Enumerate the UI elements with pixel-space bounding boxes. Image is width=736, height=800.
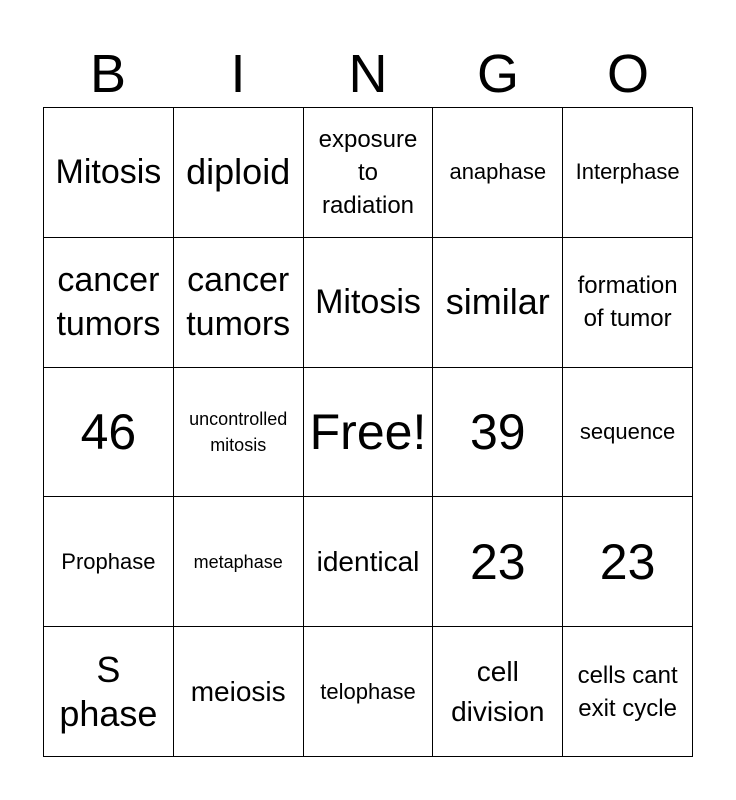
cell-text: Mitosis bbox=[315, 283, 421, 322]
bingo-cell-r3-c3[interactable] bbox=[304, 368, 434, 498]
header-letter-g: G bbox=[476, 44, 519, 104]
cell-text: 23 bbox=[469, 533, 526, 590]
bingo-cell-r2-c1[interactable] bbox=[44, 238, 174, 368]
cell-text: telophase bbox=[320, 678, 416, 704]
bingo-header bbox=[43, 40, 693, 108]
bingo-cell-r4-c1[interactable] bbox=[44, 497, 174, 627]
bingo-cell-r3-c4[interactable] bbox=[433, 368, 563, 498]
bingo-cell-r1-c2[interactable] bbox=[174, 108, 304, 238]
header-letter-i: I bbox=[230, 44, 246, 104]
bingo-cell-r3-c2[interactable] bbox=[174, 368, 304, 498]
cell-text: meiosis bbox=[190, 675, 286, 707]
bingo-cell-r5-c3[interactable] bbox=[304, 627, 434, 757]
cell-text: formation of tumor bbox=[577, 272, 678, 333]
cell-text: cells cant exit cycle bbox=[577, 661, 678, 722]
cell-text: similar bbox=[445, 281, 550, 323]
cell-text: 23 bbox=[599, 533, 656, 590]
bingo-cell-r2-c5[interactable] bbox=[563, 238, 693, 368]
bingo-cell-r1-c3[interactable] bbox=[304, 108, 434, 238]
bingo-cell-r4-c3[interactable] bbox=[304, 497, 434, 627]
cell-text: Free! bbox=[309, 403, 427, 460]
cell-text: cancer tumors bbox=[186, 261, 291, 344]
cell-text: Mitosis bbox=[55, 153, 162, 192]
cell-text: sequence bbox=[579, 418, 676, 444]
bingo-cell-r2-c2[interactable] bbox=[174, 238, 304, 368]
bingo-cell-r4-c5[interactable] bbox=[563, 497, 693, 627]
bingo-cell-r5-c2[interactable] bbox=[174, 627, 304, 757]
header-letter-b: B bbox=[89, 44, 127, 104]
bingo-cell-r1-c1[interactable] bbox=[44, 108, 174, 238]
cell-text: cancer tumors bbox=[56, 261, 161, 344]
bingo-cell-r1-c5[interactable] bbox=[563, 108, 693, 238]
cell-text: 46 bbox=[80, 403, 137, 460]
bingo-cell-r4-c2[interactable] bbox=[174, 497, 304, 627]
cell-text: S phase bbox=[59, 648, 158, 734]
bingo-cell-r5-c5[interactable] bbox=[563, 627, 693, 757]
bingo-cell-r4-c4[interactable] bbox=[433, 497, 563, 627]
cell-text: metaphase bbox=[193, 551, 283, 572]
bingo-cell-r2-c3[interactable] bbox=[304, 238, 434, 368]
cell-text: cell division bbox=[451, 655, 545, 727]
bingo-cell-r1-c4[interactable] bbox=[433, 108, 563, 238]
cell-text: exposure to radiation bbox=[318, 125, 418, 219]
bingo-cell-r2-c4[interactable] bbox=[433, 238, 563, 368]
header-letter-n: N bbox=[348, 44, 388, 104]
cell-text: Prophase bbox=[61, 548, 156, 574]
cell-text: identical bbox=[316, 545, 420, 577]
header-letter-o: O bbox=[606, 44, 649, 104]
cell-text: uncontrolled mitosis bbox=[189, 408, 288, 455]
cell-text: Interphase bbox=[575, 159, 680, 185]
bingo-board bbox=[43, 107, 693, 757]
bingo-cell-r5-c4[interactable] bbox=[433, 627, 563, 757]
bingo-cell-r3-c5[interactable] bbox=[563, 368, 693, 498]
bingo-cell-r5-c1[interactable] bbox=[44, 627, 174, 757]
cell-text: 39 bbox=[469, 403, 526, 460]
cell-text: diploid bbox=[186, 151, 291, 193]
bingo-cell-r3-c1[interactable] bbox=[44, 368, 174, 498]
cell-text: anaphase bbox=[449, 159, 547, 185]
